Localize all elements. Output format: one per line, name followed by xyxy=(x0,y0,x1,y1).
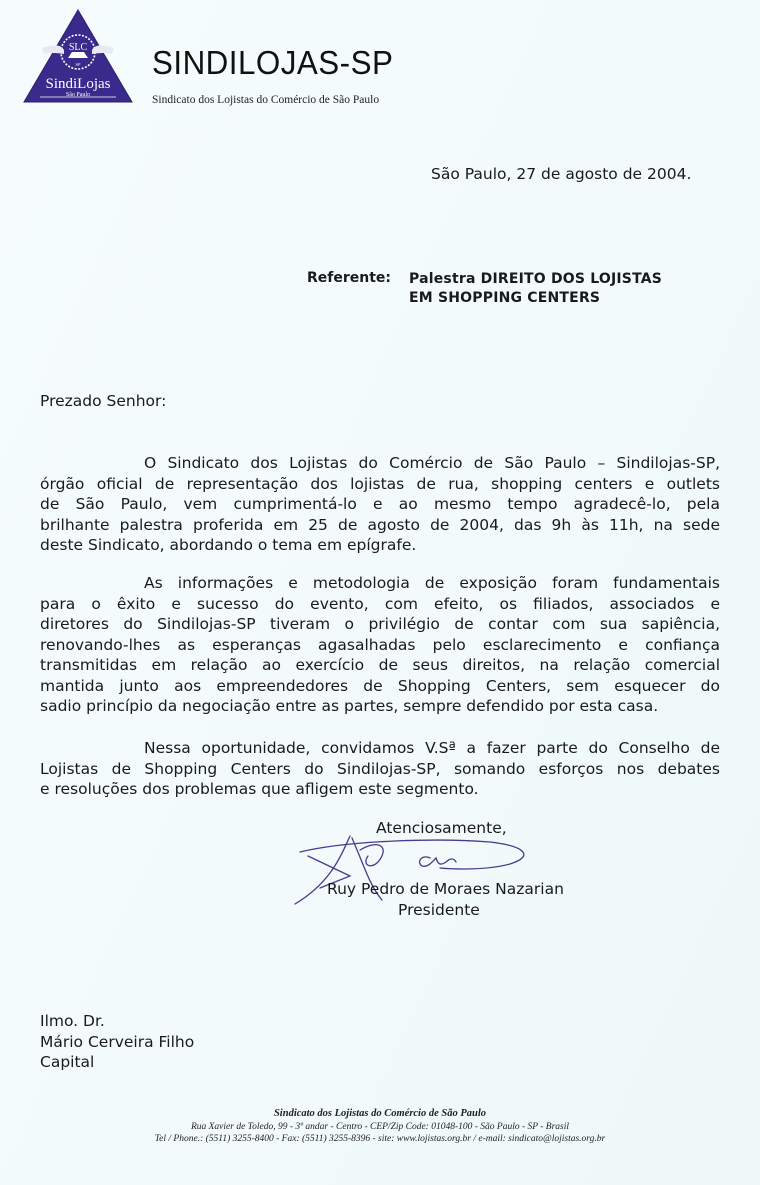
signer-role: Presidente xyxy=(398,901,480,919)
addressee-line: Capital xyxy=(40,1053,95,1071)
body-paragraph-2 xyxy=(40,573,720,717)
paragraph-line: diretores do Sindilojas-SP tiveram o privilégio de contar com sua sapiência, xyxy=(40,615,720,633)
paragraph-line: de São Paulo, vem cumprimentá-lo e ao mesmo tempo agradecê-lo, pela xyxy=(40,495,720,513)
addressee-line: Ilmo. Dr. xyxy=(40,1012,105,1030)
footer-org: Sindicato dos Lojistas do Comércio de São Paulo xyxy=(273,1108,487,1119)
logo-brand-text: SindiLojas xyxy=(45,76,111,92)
body-paragraph-3 xyxy=(40,738,720,800)
paragraph-line: e resoluções dos problemas que afligem este segmento. xyxy=(40,780,479,798)
reference-label: Referente: xyxy=(307,270,392,286)
logo-city-text: São Paulo xyxy=(65,92,91,98)
addressee-block xyxy=(40,1011,194,1073)
paragraph-line: para o êxito e sucesso do evento, com efeito, os filiados, associados e xyxy=(40,594,720,613)
paragraph-line: sadio princípio da negociação entre as partes, sempre defendido por esta casa. xyxy=(40,697,659,715)
paragraph-line: deste Sindicato, abordando o tema em epígrafe. xyxy=(40,536,417,554)
signer-name: Ruy Pedro de Moraes Nazarian xyxy=(327,880,564,898)
addressee-line: Mário Cerveira Filho xyxy=(40,1032,195,1051)
footer-contact: Tel / Phone.: (5511) 3255-8400 - Fax: (5511) 3255-8396 - site: www.lojistas.org.br / e-mail: sindicato@lojistas.org.br xyxy=(154,1134,606,1144)
reference-line: Palestra DIREITO DOS LOJISTAS xyxy=(409,271,663,287)
logo-sp-text: SP xyxy=(75,62,81,67)
reference-subject xyxy=(409,270,662,308)
paragraph-line: renovando-lhes as esperanças agasalhadas pelo esclarecimento e confiança xyxy=(40,635,720,654)
salutation: Prezado Senhor: xyxy=(40,392,167,410)
paragraph-line: Lojistas de Shopping Centers do Sindilojas-SP, somando esforços nos debates xyxy=(40,759,720,778)
paragraph-line: transmitidas em relação ao exercício de seus direitos, na relação comercial xyxy=(40,656,720,674)
paragraph-line: órgão oficial de representação dos lojistas de rua, shopping centers e outlets xyxy=(40,474,720,493)
paragraph-line: brilhante palestra proferida em 25 de agosto de 2004, das 9h às 11h, na sede xyxy=(40,515,720,534)
letter-footer xyxy=(0,1108,760,1146)
letterhead-subtitle: Sindicato dos Lojistas do Comércio de São Paulo xyxy=(152,94,380,106)
paragraph-line: Nessa oportunidade, convidamos V.Sª a fazer parte do Conselho de xyxy=(144,739,720,757)
footer-address: Rua Xavier de Toledo, 99 - 3º andar - Centro - CEP/Zip Code: 01048-100 - São Paulo - SP - Brasil xyxy=(190,1121,570,1132)
sindilojas-logo-icon xyxy=(22,8,134,104)
closing: Atenciosamente, xyxy=(376,819,507,837)
body-paragraph-1 xyxy=(40,453,720,556)
reference-line: EM SHOPPING CENTERS xyxy=(409,290,601,306)
letterhead-title: SINDILOJAS-SP xyxy=(152,44,394,81)
date-line: São Paulo, 27 de agosto de 2004. xyxy=(431,165,692,183)
paragraph-line: O Sindicato dos Lojistas do Comércio de São Paulo – Sindilojas-SP, xyxy=(144,454,720,472)
logo-slc-text: SLC xyxy=(68,42,88,53)
paragraph-line: As informações e metodologia de exposição foram fundamentais xyxy=(144,574,720,592)
paragraph-line: mantida junto aos empreendedores de Shopping Centers, sem esquecer do xyxy=(40,676,720,695)
